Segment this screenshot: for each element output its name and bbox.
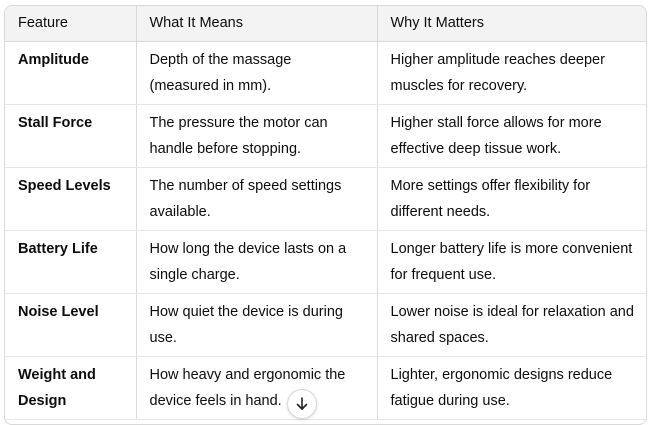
cell-meaning: How heavy and ergonomic the device feels in hand. [136,356,377,419]
cell-feature: Stall Force [5,104,136,167]
cell-feature: Noise Level [5,293,136,356]
cell-feature: Battery Life [5,230,136,293]
scroll-down-button[interactable] [287,389,317,419]
cell-meaning: The number of speed settings available. [136,167,377,230]
cell-importance: Lighter, ergonomic designs reduce fatigue during use. [377,356,647,419]
comparison-table [5,6,647,420]
header-what-it-means: What It Means [136,6,377,41]
cell-meaning: How long the device lasts on a single charge. [136,230,377,293]
arrow-down-icon [294,396,310,412]
table-row [5,230,647,293]
table-row [5,167,647,230]
feature-table [4,5,647,425]
cell-feature: Weight and Design [5,356,136,419]
cell-meaning: The pressure the motor can handle before stopping. [136,104,377,167]
table-row [5,41,647,104]
table-row [5,104,647,167]
header-feature: Feature [5,6,136,41]
cell-feature: Speed Levels [5,167,136,230]
table-header-row [5,6,647,41]
cell-meaning: Depth of the massage (measured in mm). [136,41,377,104]
table-row [5,356,647,419]
cell-importance: More settings offer flexibility for different needs. [377,167,647,230]
cell-importance: Longer battery life is more convenient for frequent use. [377,230,647,293]
cell-meaning: How quiet the device is during use. [136,293,377,356]
table-row [5,293,647,356]
cell-feature: Amplitude [5,41,136,104]
cell-importance: Higher stall force allows for more effective deep tissue work. [377,104,647,167]
header-why-it-matters: Why It Matters [377,6,647,41]
cell-importance: Lower noise is ideal for relaxation and shared spaces. [377,293,647,356]
cell-importance: Higher amplitude reaches deeper muscles for recovery. [377,41,647,104]
